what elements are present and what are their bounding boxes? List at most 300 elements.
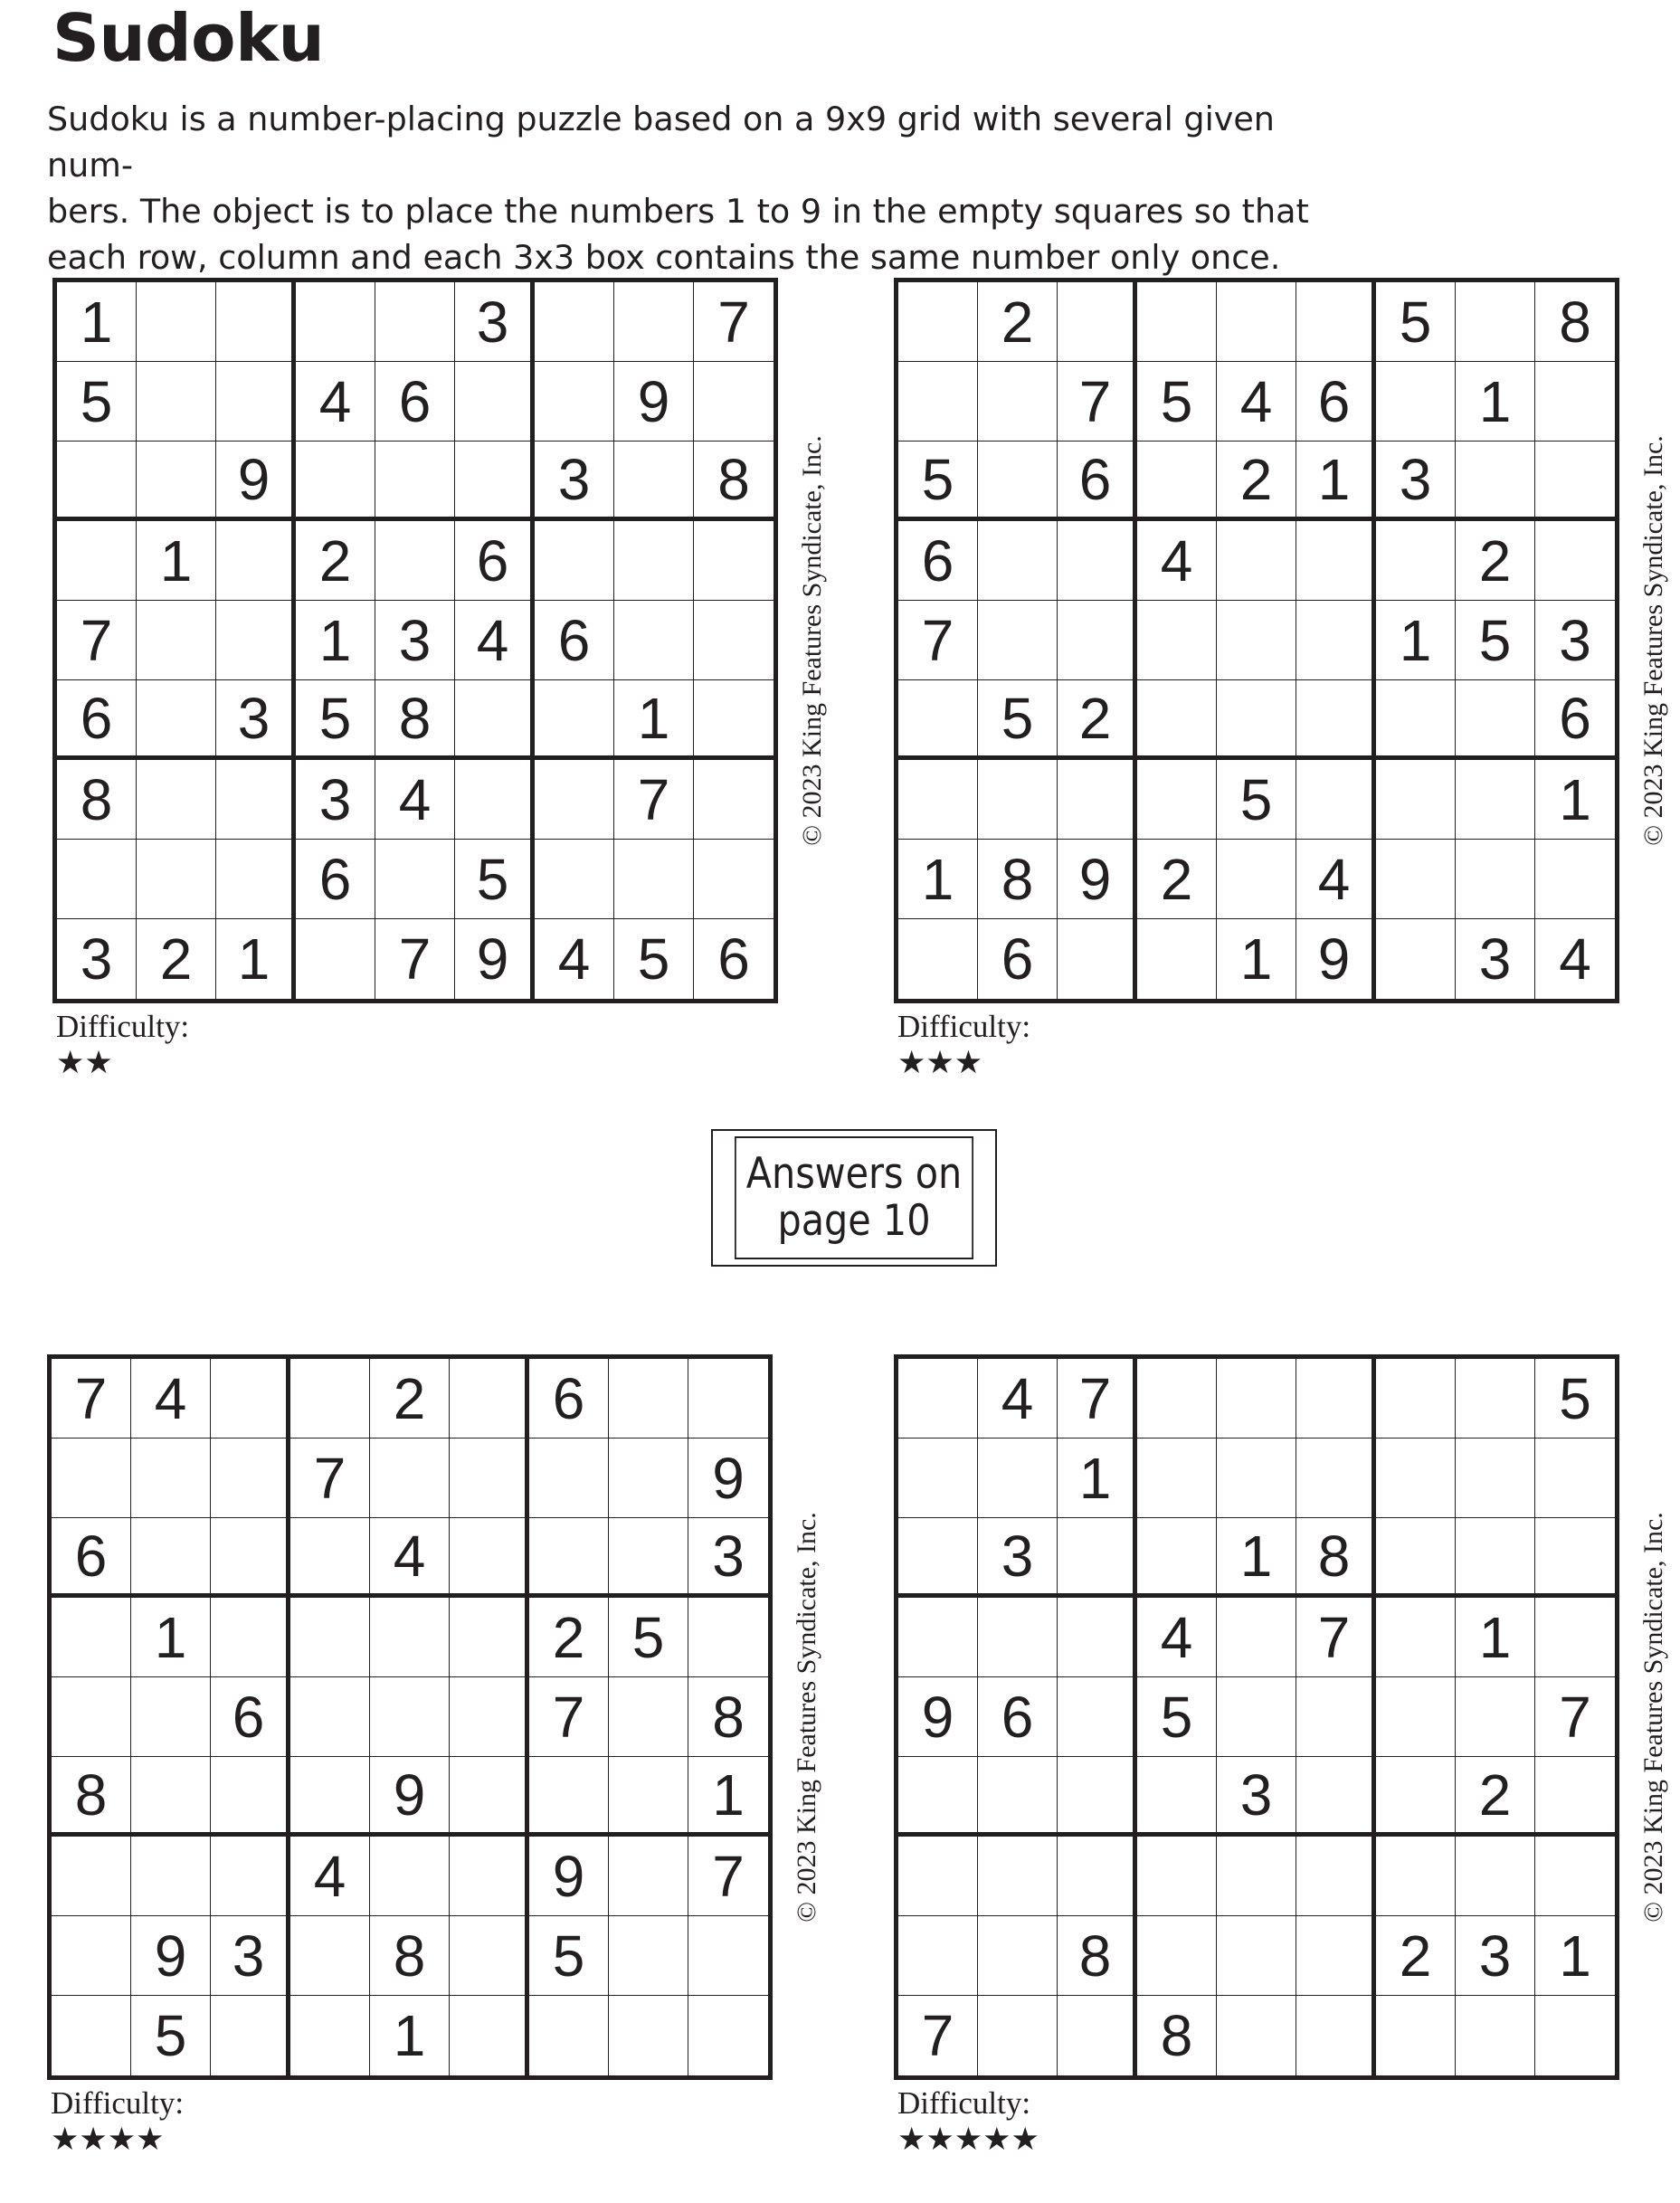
sudoku-empty-cell[interactable] <box>1137 1439 1217 1518</box>
sudoku-empty-cell[interactable] <box>57 442 137 521</box>
sudoku-empty-cell[interactable] <box>450 1359 529 1439</box>
sudoku-empty-cell[interactable] <box>1376 1996 1456 2075</box>
sudoku-given-cell: 3 <box>455 282 535 362</box>
sudoku-empty-cell[interactable] <box>57 521 137 601</box>
sudoku-empty-cell[interactable] <box>52 1916 131 1996</box>
sudoku-empty-cell[interactable] <box>450 1916 529 1996</box>
sudoku-empty-cell[interactable] <box>290 1996 370 2075</box>
sudoku-empty-cell[interactable] <box>1376 1757 1456 1837</box>
sudoku-empty-cell[interactable] <box>370 1677 450 1757</box>
sudoku-empty-cell[interactable] <box>535 840 614 919</box>
sudoku-given-cell: 4 <box>1137 521 1217 601</box>
sudoku-empty-cell[interactable] <box>535 521 614 601</box>
sudoku-given-cell: 1 <box>1217 919 1296 999</box>
sudoku-empty-cell[interactable] <box>1296 1996 1376 2075</box>
sudoku-given-cell: 2 <box>1456 521 1535 601</box>
sudoku-empty-cell[interactable] <box>450 1757 529 1837</box>
sudoku-empty-cell[interactable] <box>450 1439 529 1518</box>
sudoku-empty-cell[interactable] <box>1217 282 1296 362</box>
sudoku-empty-cell[interactable] <box>370 1439 450 1518</box>
sudoku-empty-cell[interactable] <box>211 1757 290 1837</box>
sudoku-empty-cell[interactable] <box>529 1518 609 1598</box>
sudoku-empty-cell[interactable] <box>1535 1598 1615 1677</box>
sudoku-empty-cell[interactable] <box>450 1598 529 1677</box>
sudoku-empty-cell[interactable] <box>978 1996 1058 2075</box>
sudoku-given-cell: 2 <box>137 919 216 999</box>
sudoku-empty-cell[interactable] <box>978 601 1058 680</box>
sudoku-given-cell: 3 <box>1456 1916 1535 1996</box>
sudoku-empty-cell[interactable] <box>211 1598 290 1677</box>
sudoku-given-cell: 8 <box>688 1677 768 1757</box>
sudoku-given-cell: 9 <box>898 1677 978 1757</box>
sudoku-given-cell: 5 <box>898 442 978 521</box>
sudoku-given-cell: 6 <box>898 521 978 601</box>
sudoku-empty-cell[interactable] <box>216 362 296 442</box>
sudoku-empty-cell[interactable] <box>1296 760 1376 840</box>
sudoku-empty-cell[interactable] <box>290 1598 370 1677</box>
sudoku-empty-cell[interactable] <box>1376 1677 1456 1757</box>
sudoku-given-cell: 1 <box>688 1757 768 1837</box>
sudoku-empty-cell[interactable] <box>290 1518 370 1598</box>
sudoku-empty-cell[interactable] <box>535 760 614 840</box>
sudoku-grid <box>894 1354 1619 2080</box>
sudoku-given-cell: 2 <box>1456 1757 1535 1837</box>
sudoku-given-cell: 6 <box>1058 442 1137 521</box>
sudoku-empty-cell[interactable] <box>450 1837 529 1916</box>
sudoku-empty-cell[interactable] <box>455 680 535 760</box>
sudoku-empty-cell[interactable] <box>216 840 296 919</box>
sudoku-empty-cell[interactable] <box>1137 1916 1217 1996</box>
sudoku-empty-cell[interactable] <box>1456 1359 1535 1439</box>
sudoku-grid <box>894 278 1619 1003</box>
sudoku-given-cell: 8 <box>978 840 1058 919</box>
sudoku-empty-cell[interactable] <box>1456 760 1535 840</box>
sudoku-empty-cell[interactable] <box>131 1439 211 1518</box>
sudoku-empty-cell[interactable] <box>1137 919 1217 999</box>
sudoku-empty-cell[interactable] <box>450 1996 529 2075</box>
sudoku-empty-cell[interactable] <box>1535 1518 1615 1598</box>
sudoku-empty-cell[interactable] <box>1296 680 1376 760</box>
sudoku-empty-cell[interactable] <box>1217 1359 1296 1439</box>
sudoku-empty-cell[interactable] <box>1456 1996 1535 2075</box>
sudoku-empty-cell[interactable] <box>52 1996 131 2075</box>
sudoku-empty-cell[interactable] <box>1296 521 1376 601</box>
sudoku-empty-cell[interactable] <box>1296 601 1376 680</box>
sudoku-given-cell: 6 <box>455 521 535 601</box>
sudoku-empty-cell[interactable] <box>688 1916 768 1996</box>
sudoku-empty-cell[interactable] <box>216 760 296 840</box>
sudoku-empty-cell[interactable] <box>1456 442 1535 521</box>
answers-note-line: Answers on <box>745 1149 963 1199</box>
sudoku-empty-cell[interactable] <box>898 1837 978 1916</box>
sudoku-given-cell: 3 <box>375 601 455 680</box>
sudoku-empty-cell[interactable] <box>1217 680 1296 760</box>
sudoku-empty-cell[interactable] <box>1137 760 1217 840</box>
sudoku-empty-cell[interactable] <box>1217 1996 1296 2075</box>
sudoku-empty-cell[interactable] <box>614 601 694 680</box>
sudoku-empty-cell[interactable] <box>1535 1439 1615 1518</box>
sudoku-given-cell: 7 <box>1535 1677 1615 1757</box>
sudoku-empty-cell[interactable] <box>450 1518 529 1598</box>
sudoku-given-cell: 6 <box>57 680 137 760</box>
sudoku-given-cell: 6 <box>529 1359 609 1439</box>
sudoku-empty-cell[interactable] <box>1376 521 1456 601</box>
sudoku-empty-cell[interactable] <box>211 1359 290 1439</box>
sudoku-empty-cell[interactable] <box>137 680 216 760</box>
sudoku-empty-cell[interactable] <box>211 1837 290 1916</box>
sudoku-empty-cell[interactable] <box>694 680 774 760</box>
sudoku-grid <box>47 1354 773 2080</box>
sudoku-given-cell: 7 <box>614 760 694 840</box>
sudoku-empty-cell[interactable] <box>1376 760 1456 840</box>
sudoku-given-cell: 5 <box>978 680 1058 760</box>
sudoku-given-cell: 1 <box>137 521 216 601</box>
sudoku-given-cell: 9 <box>455 919 535 999</box>
sudoku-empty-cell[interactable] <box>1058 1996 1137 2075</box>
sudoku-given-cell: 8 <box>370 1916 450 1996</box>
sudoku-empty-cell[interactable] <box>137 601 216 680</box>
sudoku-given-cell: 2 <box>1137 840 1217 919</box>
sudoku-given-cell: 8 <box>57 760 137 840</box>
sudoku-empty-cell[interactable] <box>1376 1598 1456 1677</box>
sudoku-empty-cell[interactable] <box>296 442 375 521</box>
sudoku-given-cell: 4 <box>455 601 535 680</box>
sudoku-given-cell: 9 <box>1296 919 1376 999</box>
sudoku-given-cell: 2 <box>1376 1916 1456 1996</box>
sudoku-given-cell: 6 <box>978 1677 1058 1757</box>
sudoku-empty-cell[interactable] <box>1376 919 1456 999</box>
sudoku-empty-cell[interactable] <box>1217 1439 1296 1518</box>
sudoku-empty-cell[interactable] <box>137 282 216 362</box>
sudoku-empty-cell[interactable] <box>1376 362 1456 442</box>
sudoku-empty-cell[interactable] <box>290 1757 370 1837</box>
sudoku-empty-cell[interactable] <box>1535 521 1615 601</box>
sudoku-given-cell: 1 <box>1535 1916 1615 1996</box>
sudoku-empty-cell[interactable] <box>898 1916 978 1996</box>
sudoku-empty-cell[interactable] <box>614 521 694 601</box>
sudoku-empty-cell[interactable] <box>1137 680 1217 760</box>
intro-line: each row, column and each 3x3 box contains the same number only once. <box>47 238 1281 277</box>
sudoku-empty-cell[interactable] <box>1376 840 1456 919</box>
sudoku-given-cell: 6 <box>978 919 1058 999</box>
sudoku-empty-cell[interactable] <box>694 362 774 442</box>
sudoku-empty-cell[interactable] <box>52 1837 131 1916</box>
sudoku-empty-cell[interactable] <box>1376 1359 1456 1439</box>
sudoku-given-cell: 9 <box>529 1837 609 1916</box>
sudoku-empty-cell[interactable] <box>52 1598 131 1677</box>
sudoku-empty-cell[interactable] <box>1217 601 1296 680</box>
sudoku-empty-cell[interactable] <box>1535 840 1615 919</box>
sudoku-empty-cell[interactable] <box>535 680 614 760</box>
sudoku-empty-cell[interactable] <box>1376 1439 1456 1518</box>
sudoku-empty-cell[interactable] <box>609 1757 688 1837</box>
sudoku-empty-cell[interactable] <box>1376 680 1456 760</box>
sudoku-empty-cell[interactable] <box>978 1916 1058 1996</box>
sudoku-given-cell: 2 <box>529 1598 609 1677</box>
sudoku-given-cell: 5 <box>1217 760 1296 840</box>
sudoku-empty-cell[interactable] <box>370 1598 450 1677</box>
sudoku-empty-cell[interactable] <box>216 282 296 362</box>
sudoku-given-cell: 1 <box>131 1598 211 1677</box>
sudoku-empty-cell[interactable] <box>1058 1837 1137 1916</box>
sudoku-empty-cell[interactable] <box>1456 1837 1535 1916</box>
sudoku-empty-cell[interactable] <box>609 1518 688 1598</box>
sudoku-given-cell: 3 <box>216 680 296 760</box>
sudoku-empty-cell[interactable] <box>978 362 1058 442</box>
sudoku-empty-cell[interactable] <box>609 1439 688 1518</box>
sudoku-given-cell: 1 <box>898 840 978 919</box>
sudoku-given-cell: 2 <box>296 521 375 601</box>
sudoku-empty-cell[interactable] <box>455 362 535 442</box>
sudoku-empty-cell[interactable] <box>1137 1757 1217 1837</box>
sudoku-empty-cell[interactable] <box>1535 442 1615 521</box>
sudoku-empty-cell[interactable] <box>1217 521 1296 601</box>
sudoku-given-cell: 5 <box>614 919 694 999</box>
sudoku-empty-cell[interactable] <box>1217 1837 1296 1916</box>
sudoku-empty-cell[interactable] <box>1058 282 1137 362</box>
sudoku-empty-cell[interactable] <box>898 282 978 362</box>
sudoku-given-cell: 1 <box>57 282 137 362</box>
sudoku-empty-cell[interactable] <box>375 282 455 362</box>
sudoku-empty-cell[interactable] <box>1058 760 1137 840</box>
sudoku-empty-cell[interactable] <box>296 919 375 999</box>
sudoku-empty-cell[interactable] <box>688 1996 768 2075</box>
sudoku-empty-cell[interactable] <box>137 362 216 442</box>
sudoku-empty-cell[interactable] <box>1535 1757 1615 1837</box>
sudoku-given-cell: 5 <box>296 680 375 760</box>
sudoku-empty-cell[interactable] <box>898 680 978 760</box>
sudoku-given-cell: 8 <box>1296 1518 1376 1598</box>
sudoku-empty-cell[interactable] <box>529 1996 609 2075</box>
sudoku-empty-cell[interactable] <box>694 760 774 840</box>
sudoku-given-cell: 6 <box>375 362 455 442</box>
sudoku-empty-cell[interactable] <box>1456 680 1535 760</box>
sudoku-empty-cell[interactable] <box>216 521 296 601</box>
sudoku-empty-cell[interactable] <box>137 840 216 919</box>
intro-line: bers. The object is to place the numbers 1 to 9 in the empty squares so that <box>47 192 1309 231</box>
sudoku-given-cell: 7 <box>1058 362 1137 442</box>
sudoku-given-cell: 3 <box>296 760 375 840</box>
difficulty-rating: Difficulty: ★★★ <box>897 1009 1031 1080</box>
sudoku-empty-cell[interactable] <box>898 362 978 442</box>
intro-text <box>47 96 1368 280</box>
sudoku-empty-cell[interactable] <box>614 840 694 919</box>
sudoku-empty-cell[interactable] <box>455 442 535 521</box>
sudoku-empty-cell[interactable] <box>1296 1359 1376 1439</box>
sudoku-given-cell: 3 <box>1217 1757 1296 1837</box>
sudoku-empty-cell[interactable] <box>211 1439 290 1518</box>
difficulty-rating: Difficulty: ★★ <box>56 1009 190 1080</box>
sudoku-empty-cell[interactable] <box>1535 1837 1615 1916</box>
sudoku-empty-cell[interactable] <box>898 919 978 999</box>
sudoku-given-cell: 7 <box>1058 1359 1137 1439</box>
sudoku-empty-cell[interactable] <box>131 1677 211 1757</box>
sudoku-empty-cell[interactable] <box>375 521 455 601</box>
sudoku-empty-cell[interactable] <box>131 1757 211 1837</box>
sudoku-given-cell: 1 <box>216 919 296 999</box>
sudoku-given-cell: 7 <box>898 601 978 680</box>
sudoku-empty-cell[interactable] <box>1137 1359 1217 1439</box>
sudoku-given-cell: 7 <box>694 282 774 362</box>
page-title: Sudoku <box>52 0 325 76</box>
sudoku-empty-cell[interactable] <box>978 1757 1058 1837</box>
sudoku-given-cell: 1 <box>1217 1518 1296 1598</box>
sudoku-given-cell: 3 <box>688 1518 768 1598</box>
sudoku-empty-cell[interactable] <box>609 1837 688 1916</box>
sudoku-given-cell: 4 <box>1296 840 1376 919</box>
sudoku-empty-cell[interactable] <box>1058 919 1137 999</box>
sudoku-empty-cell[interactable] <box>52 1439 131 1518</box>
sudoku-empty-cell[interactable] <box>1535 362 1615 442</box>
sudoku-given-cell: 4 <box>296 362 375 442</box>
sudoku-given-cell: 1 <box>296 601 375 680</box>
sudoku-given-cell: 3 <box>978 1518 1058 1598</box>
sudoku-empty-cell[interactable] <box>898 760 978 840</box>
sudoku-empty-cell[interactable] <box>978 1439 1058 1518</box>
sudoku-given-cell: 8 <box>1535 282 1615 362</box>
sudoku-empty-cell[interactable] <box>450 1677 529 1757</box>
sudoku-given-cell: 9 <box>370 1757 450 1837</box>
sudoku-empty-cell[interactable] <box>614 442 694 521</box>
sudoku-given-cell: 4 <box>1137 1598 1217 1677</box>
sudoku-given-cell: 7 <box>688 1837 768 1916</box>
sudoku-empty-cell[interactable] <box>1296 282 1376 362</box>
difficulty-rating: Difficulty: ★★★★ <box>51 2085 185 2157</box>
sudoku-given-cell: 8 <box>52 1757 131 1837</box>
sudoku-empty-cell[interactable] <box>52 1677 131 1757</box>
sudoku-empty-cell[interactable] <box>614 282 694 362</box>
sudoku-given-cell: 6 <box>296 840 375 919</box>
sudoku-empty-cell[interactable] <box>211 1518 290 1598</box>
sudoku-empty-cell[interactable] <box>688 1598 768 1677</box>
sudoku-empty-cell[interactable] <box>535 362 614 442</box>
sudoku-empty-cell[interactable] <box>1376 1837 1456 1916</box>
sudoku-empty-cell[interactable] <box>1058 1677 1137 1757</box>
sudoku-empty-cell[interactable] <box>375 442 455 521</box>
sudoku-given-cell: 6 <box>52 1518 131 1598</box>
sudoku-empty-cell[interactable] <box>898 1757 978 1837</box>
sudoku-empty-cell[interactable] <box>131 1518 211 1598</box>
sudoku-empty-cell[interactable] <box>1137 282 1217 362</box>
copyright-notice: © 2023 King Features Syndicate, Inc. <box>792 1512 821 1923</box>
sudoku-empty-cell[interactable] <box>1217 840 1296 919</box>
sudoku-given-cell: 8 <box>694 442 774 521</box>
sudoku-empty-cell[interactable] <box>1137 442 1217 521</box>
sudoku-empty-cell[interactable] <box>609 1359 688 1439</box>
sudoku-empty-cell[interactable] <box>1217 1677 1296 1757</box>
sudoku-empty-cell[interactable] <box>978 1598 1058 1677</box>
sudoku-empty-cell[interactable] <box>978 442 1058 521</box>
sudoku-given-cell: 9 <box>131 1916 211 1996</box>
sudoku-empty-cell[interactable] <box>57 840 137 919</box>
sudoku-empty-cell[interactable] <box>296 282 375 362</box>
sudoku-given-cell: 7 <box>290 1439 370 1518</box>
sudoku-empty-cell[interactable] <box>1137 601 1217 680</box>
sudoku-empty-cell[interactable] <box>609 1916 688 1996</box>
sudoku-given-cell: 5 <box>57 362 137 442</box>
sudoku-empty-cell[interactable] <box>688 1359 768 1439</box>
sudoku-given-cell: 4 <box>1217 362 1296 442</box>
sudoku-empty-cell[interactable] <box>898 1359 978 1439</box>
sudoku-empty-cell[interactable] <box>216 601 296 680</box>
sudoku-empty-cell[interactable] <box>1058 1518 1137 1598</box>
sudoku-given-cell: 2 <box>978 282 1058 362</box>
sudoku-empty-cell[interactable] <box>694 840 774 919</box>
sudoku-empty-cell[interactable] <box>978 760 1058 840</box>
sudoku-empty-cell[interactable] <box>694 521 774 601</box>
sudoku-empty-cell[interactable] <box>1535 1996 1615 2075</box>
sudoku-empty-cell[interactable] <box>290 1916 370 1996</box>
sudoku-empty-cell[interactable] <box>529 1439 609 1518</box>
sudoku-empty-cell[interactable] <box>1217 1916 1296 1996</box>
sudoku-empty-cell[interactable] <box>375 840 455 919</box>
sudoku-empty-cell[interactable] <box>694 601 774 680</box>
sudoku-empty-cell[interactable] <box>1058 521 1137 601</box>
sudoku-given-cell: 2 <box>1217 442 1296 521</box>
sudoku-empty-cell[interactable] <box>1296 1757 1376 1837</box>
sudoku-given-cell: 7 <box>52 1359 131 1439</box>
sudoku-empty-cell[interactable] <box>1296 1837 1376 1916</box>
sudoku-empty-cell[interactable] <box>290 1677 370 1757</box>
sudoku-given-cell: 2 <box>1058 680 1137 760</box>
sudoku-empty-cell[interactable] <box>535 282 614 362</box>
sudoku-empty-cell[interactable] <box>1456 282 1535 362</box>
sudoku-empty-cell[interactable] <box>1456 840 1535 919</box>
sudoku-empty-cell[interactable] <box>1058 601 1137 680</box>
sudoku-empty-cell[interactable] <box>1058 1598 1137 1677</box>
sudoku-empty-cell[interactable] <box>978 1837 1058 1916</box>
sudoku-empty-cell[interactable] <box>1296 1677 1376 1757</box>
sudoku-empty-cell[interactable] <box>1456 1439 1535 1518</box>
sudoku-given-cell: 6 <box>1535 680 1615 760</box>
sudoku-empty-cell[interactable] <box>898 1439 978 1518</box>
sudoku-empty-cell[interactable] <box>137 442 216 521</box>
sudoku-given-cell: 3 <box>1376 442 1456 521</box>
sudoku-empty-cell[interactable] <box>978 521 1058 601</box>
sudoku-given-cell: 7 <box>375 919 455 999</box>
sudoku-given-cell: 5 <box>1376 282 1456 362</box>
sudoku-empty-cell[interactable] <box>1137 1518 1217 1598</box>
sudoku-empty-cell[interactable] <box>529 1757 609 1837</box>
sudoku-empty-cell[interactable] <box>211 1996 290 2075</box>
sudoku-empty-cell[interactable] <box>1456 1677 1535 1757</box>
sudoku-empty-cell[interactable] <box>1296 1439 1376 1518</box>
sudoku-given-cell: 1 <box>1456 362 1535 442</box>
sudoku-empty-cell[interactable] <box>609 1677 688 1757</box>
sudoku-empty-cell[interactable] <box>609 1996 688 2075</box>
sudoku-empty-cell[interactable] <box>898 1518 978 1598</box>
sudoku-empty-cell[interactable] <box>1058 1757 1137 1837</box>
sudoku-empty-cell[interactable] <box>370 1837 450 1916</box>
sudoku-empty-cell[interactable] <box>898 1598 978 1677</box>
copyright-notice: © 2023 King Features Syndicate, Inc. <box>1638 435 1668 846</box>
sudoku-given-cell: 4 <box>370 1518 450 1598</box>
sudoku-empty-cell[interactable] <box>1376 1518 1456 1598</box>
sudoku-given-cell: 3 <box>1535 601 1615 680</box>
sudoku-given-cell: 9 <box>216 442 296 521</box>
sudoku-empty-cell[interactable] <box>290 1359 370 1439</box>
sudoku-empty-cell[interactable] <box>1296 1916 1376 1996</box>
sudoku-empty-cell[interactable] <box>1217 1598 1296 1677</box>
sudoku-empty-cell[interactable] <box>455 760 535 840</box>
sudoku-empty-cell[interactable] <box>131 1837 211 1916</box>
sudoku-empty-cell[interactable] <box>137 760 216 840</box>
sudoku-given-cell: 2 <box>370 1359 450 1439</box>
sudoku-empty-cell[interactable] <box>1137 1837 1217 1916</box>
answers-note <box>735 1136 973 1259</box>
sudoku-empty-cell[interactable] <box>1456 1518 1535 1598</box>
sudoku-given-cell: 1 <box>1535 760 1615 840</box>
